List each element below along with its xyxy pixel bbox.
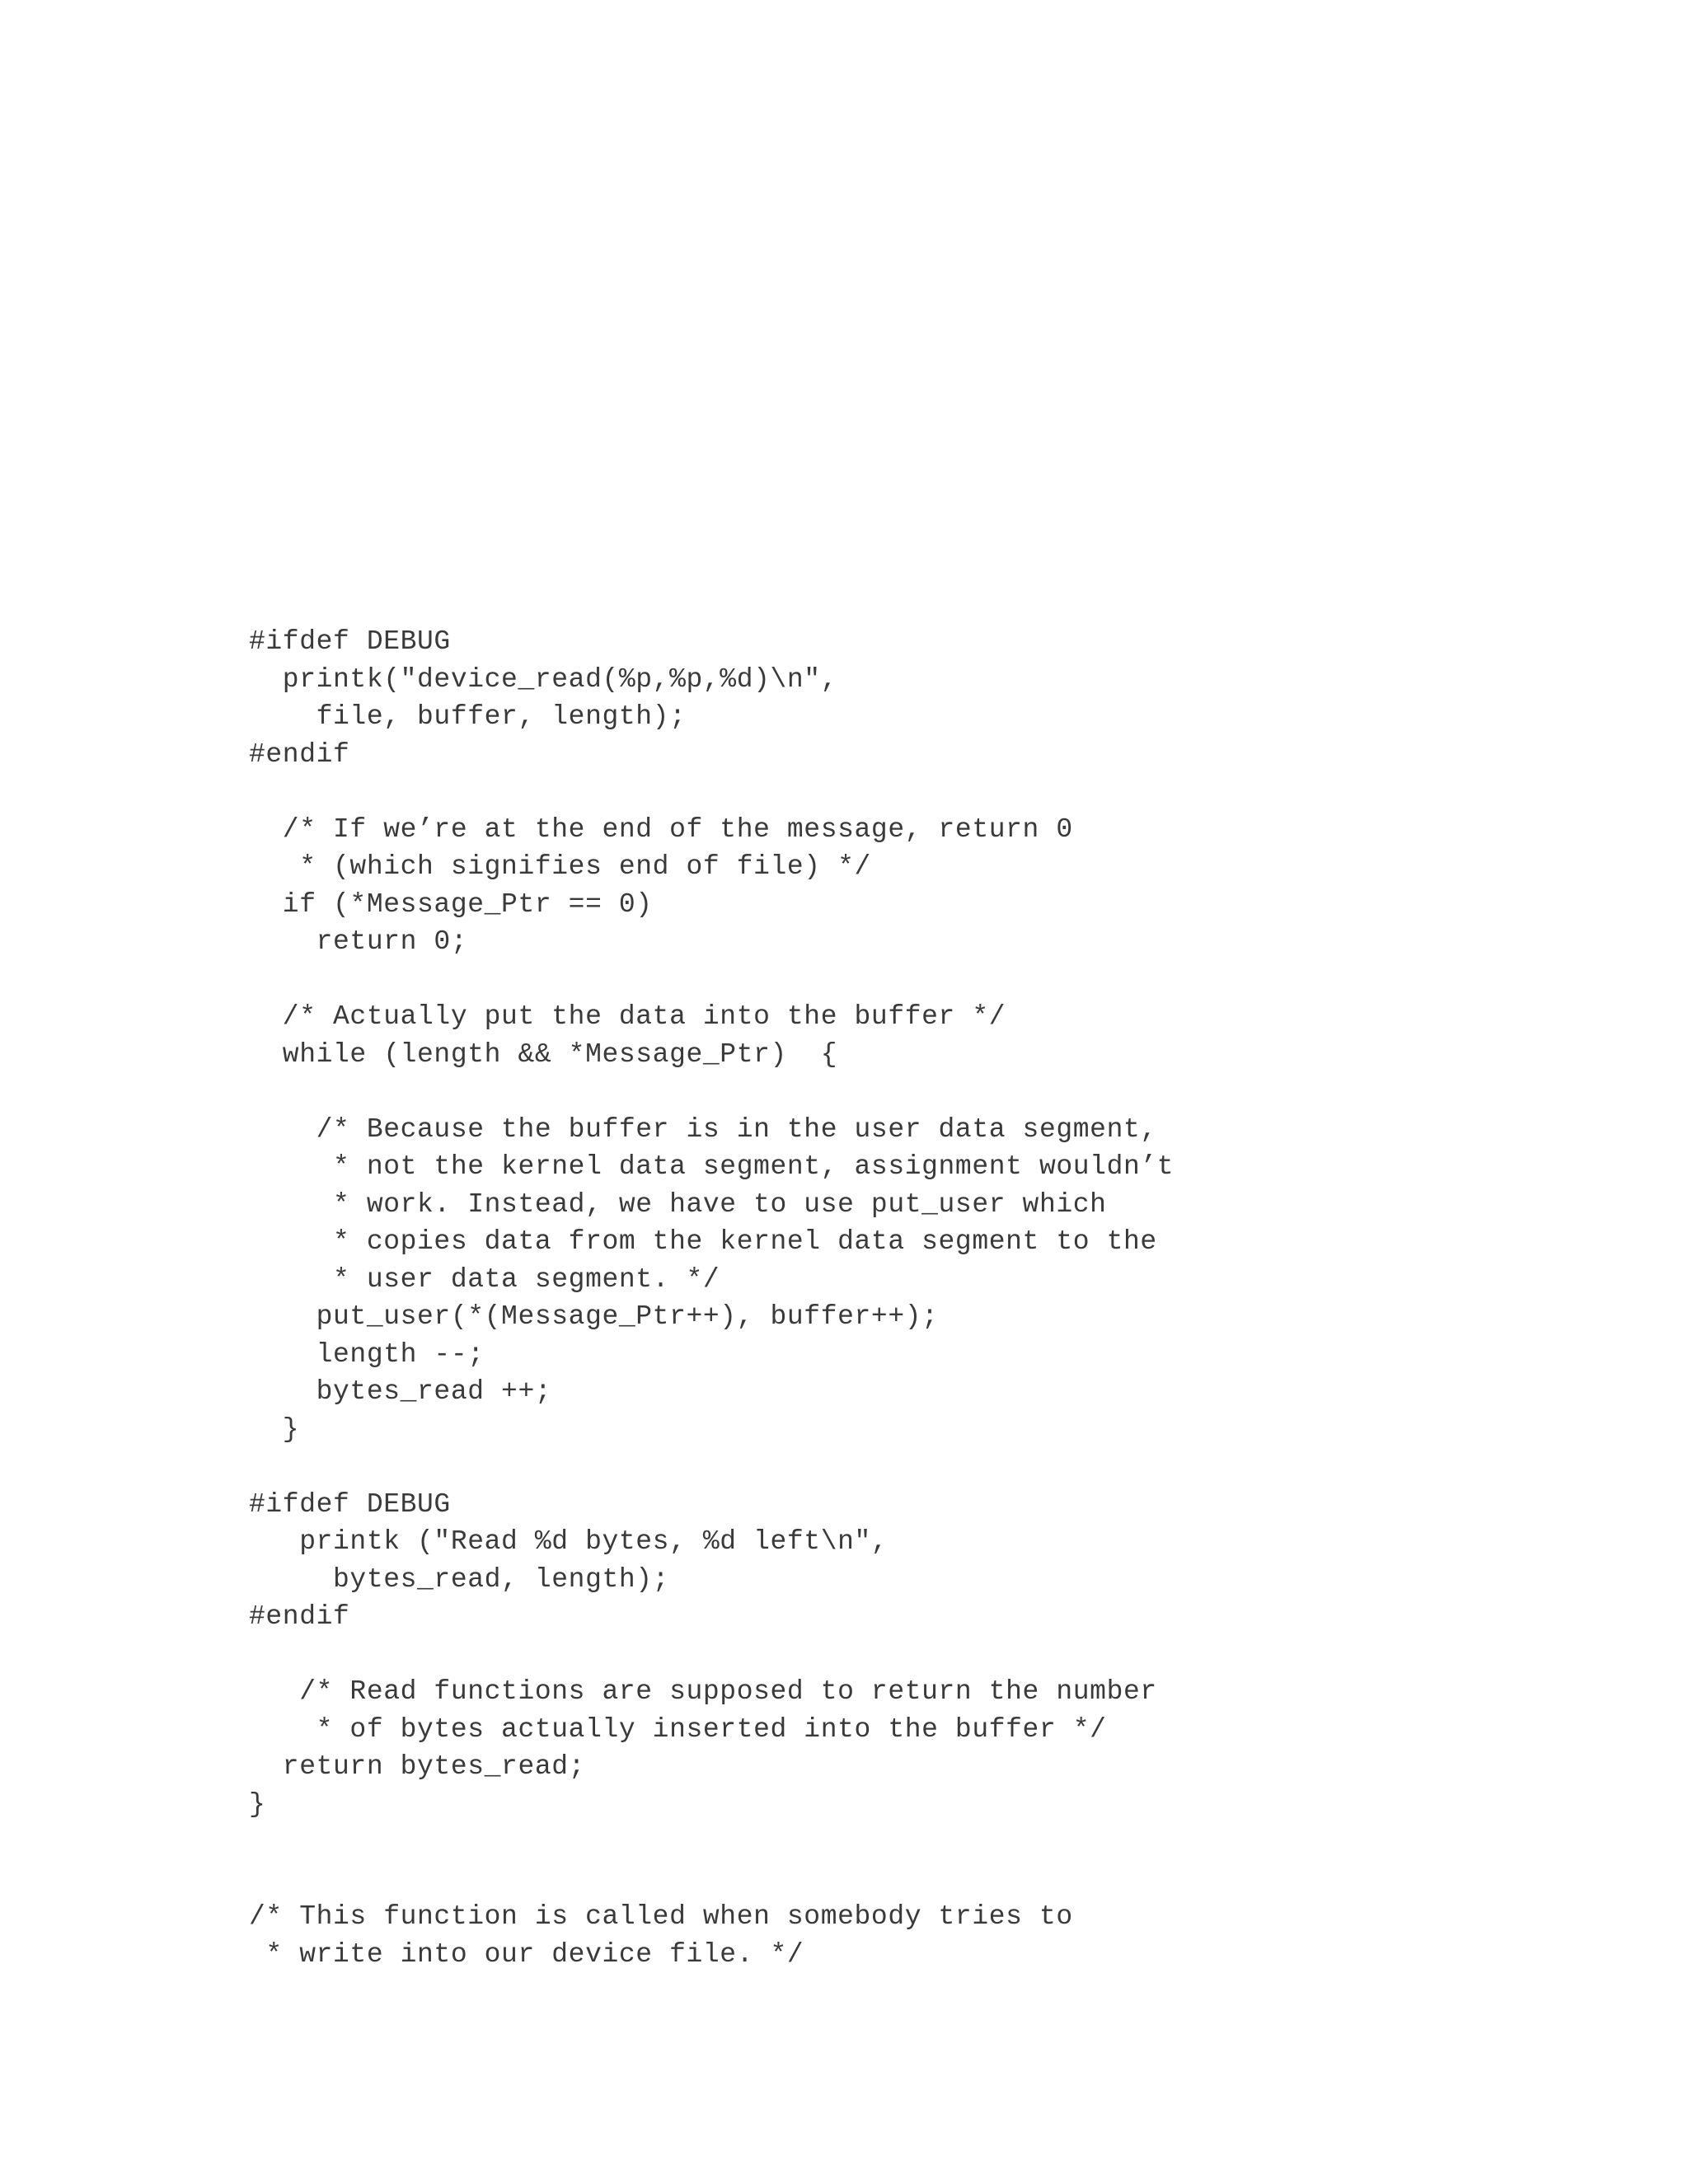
code-line: /* Read functions are supposed to return the number — [249, 1676, 1157, 1707]
code-line: /* Because the buffer is in the user data segment, — [249, 1113, 1157, 1145]
code-line — [249, 1073, 1568, 1111]
code-line: #ifdef DEBUG — [249, 626, 451, 657]
code-line: /* This function is called when somebody tries to — [249, 1901, 1073, 1932]
code-line — [249, 961, 1568, 999]
code-listing — [249, 623, 1568, 1973]
code-line: * of bytes actually inserted into the buffer */ — [249, 1713, 1107, 1745]
code-line: #endif — [249, 1601, 350, 1632]
code-line: printk("device_read(%p,%p,%d)\n", — [249, 663, 838, 695]
code-line — [249, 1861, 1568, 1899]
code-line: * not the kernel data segment, assignment wouldn’t — [249, 1151, 1175, 1182]
code-line: } — [249, 1788, 266, 1820]
code-line — [249, 1636, 1568, 1674]
code-line: * work. Instead, we have to use put_user which — [249, 1188, 1107, 1220]
code-line: printk ("Read %d bytes, %d left\n", — [249, 1526, 889, 1557]
code-line: if (*Message_Ptr == 0) — [249, 888, 653, 920]
code-line: * copies data from the kernel data segment to the — [249, 1226, 1157, 1257]
code-line: * user data segment. */ — [249, 1263, 720, 1295]
code-line: bytes_read, length); — [249, 1563, 670, 1595]
code-line: } — [249, 1413, 300, 1445]
code-line — [249, 773, 1568, 811]
code-line — [249, 1448, 1568, 1486]
code-line: file, buffer, length); — [249, 701, 687, 732]
code-line: * write into our device file. */ — [249, 1938, 804, 1970]
code-line: bytes_read ++; — [249, 1376, 552, 1407]
code-line: #endif — [249, 738, 350, 770]
code-line: #ifdef DEBUG — [249, 1488, 451, 1520]
code-line — [249, 1823, 1568, 1861]
code-line: /* If we’re at the end of the message, return 0 — [249, 813, 1073, 845]
code-line: length --; — [249, 1338, 485, 1370]
code-line: return 0; — [249, 926, 468, 957]
code-line: /* Actually put the data into the buffer */ — [249, 1001, 1006, 1032]
code-line: return bytes_read; — [249, 1751, 586, 1782]
code-line: * (which signifies end of file) */ — [249, 851, 871, 882]
code-line: put_user(*(Message_Ptr++), buffer++); — [249, 1301, 939, 1332]
code-line: while (length && *Message_Ptr) { — [249, 1038, 838, 1070]
